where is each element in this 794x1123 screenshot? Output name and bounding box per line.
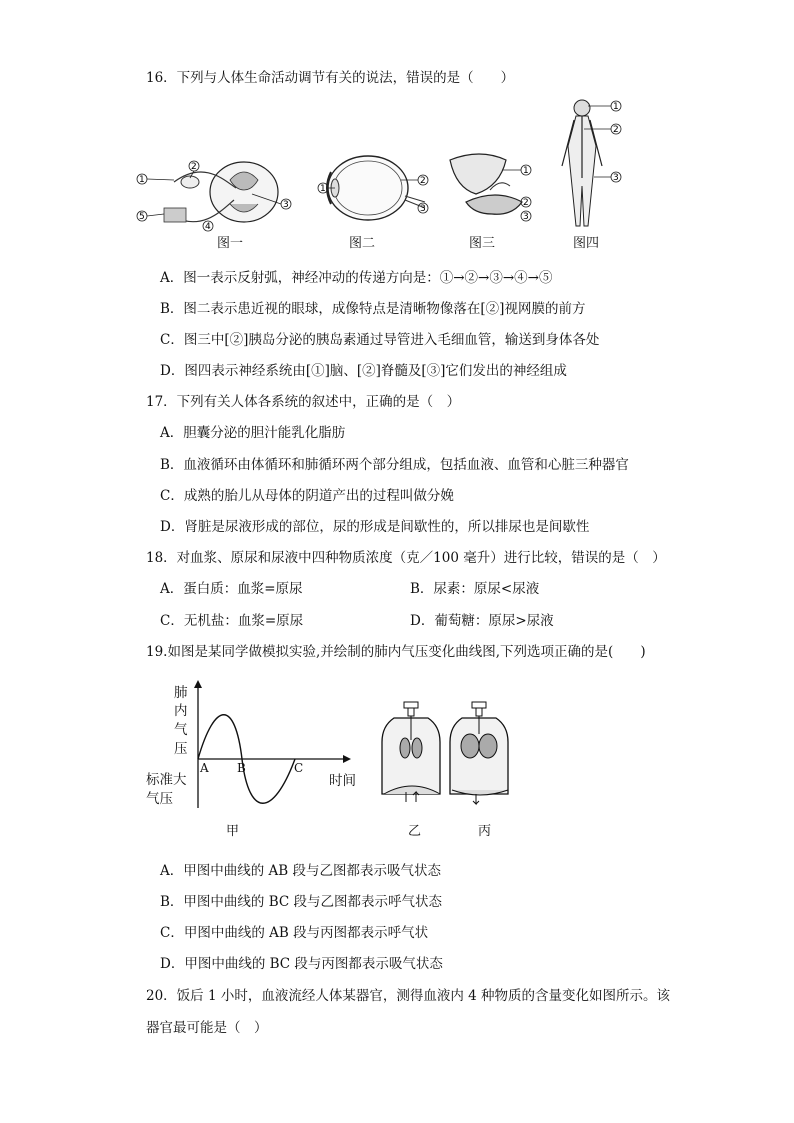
- q20-stem-line-2: 器官最可能是（ ）: [146, 1020, 268, 1036]
- q18-stem: 18．对血浆、原尿和尿液中四种物质浓度（克／100 毫升）进行比较，错误的是（ ）: [146, 550, 666, 566]
- svg-text:1: 1: [320, 184, 326, 194]
- q16-option-d: D．图四表示神经系统由[①]脑、[②]脊髓及[③]它们发出的神经组成: [160, 363, 567, 379]
- fig-label-bing: 丙: [478, 824, 492, 839]
- svg-text:1: 1: [523, 166, 529, 176]
- q16-stem: 16．下列与人体生命活动调节有关的说法，错误的是（ ）: [146, 70, 515, 86]
- figure-nervous-system: [550, 98, 630, 230]
- y-axis-char-1: 肺: [174, 685, 188, 701]
- point-a: A: [200, 761, 209, 775]
- svg-text:2: 2: [523, 198, 529, 208]
- q17-option-c: C．成熟的胎儿从母体的阴道产出的过程叫做分娩: [160, 488, 454, 504]
- q19-option-c: C．甲图中曲线的 AB 段与丙图都表示呼气状: [160, 925, 429, 941]
- q19-option-b: B．甲图中曲线的 BC 段与乙图都表示呼气状态: [160, 894, 443, 910]
- pressure-curve-graph: [195, 680, 365, 810]
- figure-reflex-arc: [134, 150, 294, 250]
- q17-stem: 17．下列有关人体各系统的叙述中，正确的是（ ）: [146, 394, 461, 410]
- q16-option-c: C．图三中[②]胰岛分泌的胰岛素通过导管进入毛细血管，输送到身体各处: [160, 332, 600, 348]
- fig-label-2: 图二: [349, 236, 376, 251]
- svg-text:3: 3: [523, 212, 529, 222]
- q20-stem-line-1: 20．饭后 1 小时，血液流经人体某器官，测得血液内 4 种物质的含量变化如图所示。该: [146, 988, 671, 1004]
- q18-option-b: B．尿素：原尿<尿液: [410, 581, 540, 597]
- svg-text:1: 1: [139, 175, 145, 185]
- x-axis-label: 时间: [329, 773, 356, 789]
- y-axis-char-4: 压: [174, 741, 188, 757]
- q17-option-b: B．血液循环由体循环和肺循环两个部分组成，包括血液、血管和心脏三种器官: [160, 457, 629, 473]
- svg-text:4: 4: [205, 222, 211, 232]
- q17-option-a: A．胆囊分泌的胆汁能乳化脂肪: [160, 425, 346, 441]
- y-axis-char-3: 气: [174, 722, 188, 738]
- svg-text:3: 3: [283, 200, 289, 210]
- bell-jar-exhale-model: [452, 702, 512, 802]
- svg-text:1: 1: [613, 102, 619, 112]
- fig-label-yi: 乙: [408, 824, 422, 839]
- svg-text:5: 5: [139, 212, 145, 222]
- bell-jar-inhale-model: [384, 702, 444, 802]
- q16-option-a: A．图一表示反射弧，神经冲动的传递方向是：①→②→③→④→⑤: [160, 270, 553, 286]
- fig-label-3: 图三: [469, 236, 496, 251]
- q19-option-a: A．甲图中曲线的 AB 段与乙图都表示吸气状态: [160, 863, 442, 879]
- fig-label-4: 图四: [573, 236, 600, 251]
- y-axis-char-2: 内: [174, 703, 188, 719]
- svg-text:2: 2: [191, 162, 197, 172]
- q19-option-d: D．甲图中曲线的 BC 段与丙图都表示吸气状态: [160, 956, 443, 972]
- baseline-label-2: 气压: [146, 791, 173, 807]
- point-c: C: [294, 761, 304, 775]
- q19-stem: 19.如图是某同学做模拟实验,并绘制的肺内气压变化曲线图,下列选项正确的是( ): [146, 644, 646, 660]
- q18-option-d: D．葡萄糖：原尿>尿液: [410, 613, 554, 629]
- figure-digestive-glands: [446, 150, 546, 230]
- point-b: B: [237, 761, 246, 775]
- figure-eye: [313, 152, 433, 232]
- q18-option-a: A．蛋白质：血浆=原尿: [160, 581, 303, 597]
- q16-option-b: B．图二表示患近视的眼球，成像特点是清晰物像落在[②]视网膜的前方: [160, 301, 586, 317]
- baseline-label-1: 标准大: [146, 772, 187, 788]
- fig-label-1: 图一: [217, 236, 244, 251]
- fig-label-jia: 甲: [226, 824, 240, 839]
- svg-text:2: 2: [420, 176, 426, 186]
- svg-text:2: 2: [613, 125, 619, 135]
- q18-option-c: C．无机盐：血浆=原尿: [160, 613, 304, 629]
- q17-option-d: D．肾脏是尿液形成的部位，尿的形成是间歇性的，所以排尿也是间歇性: [160, 519, 590, 535]
- svg-text:3: 3: [613, 173, 619, 183]
- svg-text:3: 3: [420, 204, 426, 214]
